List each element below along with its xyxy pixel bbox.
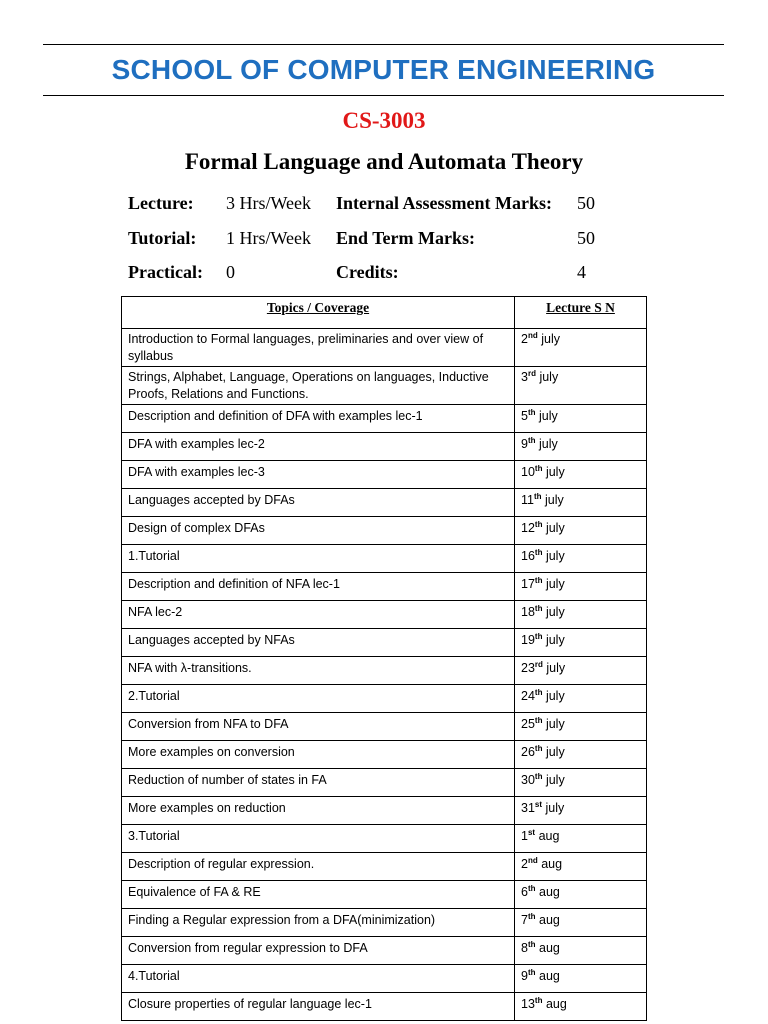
school-title: SCHOOL OF COMPUTER ENGINEERING: [111, 53, 656, 85]
date-day: 6: [521, 885, 528, 899]
date-day: 9: [521, 969, 528, 983]
topic-cell: More examples on reduction: [122, 797, 515, 825]
course-code: CS-3003: [342, 108, 426, 133]
lecture-date-cell: [515, 909, 647, 937]
date-suffix: th: [534, 576, 543, 585]
date-suffix: th: [534, 632, 543, 641]
date-suffix: th: [527, 884, 536, 893]
date-month: july: [539, 370, 559, 384]
lecture-date-cell: [515, 405, 647, 433]
topic-cell: Languages accepted by DFAs: [122, 489, 515, 517]
date-day: 13: [521, 997, 535, 1011]
table-row: [122, 573, 647, 601]
table-row: [122, 965, 647, 993]
lecture-date-cell: [515, 601, 647, 629]
date-month: july: [545, 521, 565, 535]
topic-cell: 3.Tutorial: [122, 825, 515, 853]
table-row: [122, 769, 647, 797]
date-day: 17: [521, 577, 535, 591]
schedule-table: [121, 296, 647, 1021]
date-day: 12: [521, 521, 535, 535]
date-month: july: [545, 773, 565, 787]
tutorial-label: Tutorial:: [128, 228, 197, 248]
lecture-date-cell: [515, 825, 647, 853]
date-day: 8: [521, 941, 528, 955]
date-suffix: st: [534, 800, 543, 809]
topic-cell: Description and definition of DFA with examples lec-1: [122, 405, 515, 433]
table-header-row: [122, 297, 647, 329]
date-day: 16: [521, 549, 535, 563]
date-day: 19: [521, 633, 535, 647]
lecture-date-cell: [515, 685, 647, 713]
lecture-value: 3 Hrs/Week: [226, 193, 312, 213]
topic-cell: DFA with examples lec-2: [122, 433, 515, 461]
table-row: [122, 937, 647, 965]
lecture-date-cell: [515, 433, 647, 461]
date-suffix: th: [534, 716, 543, 725]
date-day: 24: [521, 689, 535, 703]
date-suffix: th: [527, 436, 536, 445]
table-row: [122, 797, 647, 825]
date-suffix: st: [527, 828, 536, 837]
header-lecture: Lecture S N: [515, 297, 647, 329]
lecture-date-cell: [515, 629, 647, 657]
topic-cell: NFA lec-2: [122, 601, 515, 629]
lecture-date-cell: [515, 713, 647, 741]
date-month: aug: [545, 997, 567, 1011]
lecture-date-cell: [515, 517, 647, 545]
date-suffix: th: [527, 968, 536, 977]
date-day: 9: [521, 437, 528, 451]
end-term-marks-label: End Term Marks:: [336, 228, 476, 248]
topic-cell: Languages accepted by NFAs: [122, 629, 515, 657]
lecture-date-cell: [515, 965, 647, 993]
end-term-marks-value: 50: [577, 228, 595, 248]
lecture-date-cell: [515, 797, 647, 825]
lecture-date-cell: [515, 741, 647, 769]
date-month: july: [545, 745, 565, 759]
table-row: [122, 825, 647, 853]
topic-cell: Description and definition of NFA lec-1: [122, 573, 515, 601]
table-row: [122, 993, 647, 1021]
date-day: 26: [521, 745, 535, 759]
date-suffix: th: [534, 772, 543, 781]
internal-marks-label: Internal Assessment Marks:: [336, 193, 552, 213]
table-row: [122, 629, 647, 657]
date-suffix: th: [534, 604, 543, 613]
date-suffix: rd: [527, 369, 536, 378]
date-month: aug: [539, 941, 560, 955]
date-day: 30: [521, 773, 535, 787]
topic-cell: Strings, Alphabet, Language, Operations on languages, Inductive Proofs, Relations and Functions.: [122, 367, 515, 405]
topic-cell: Design of complex DFAs: [122, 517, 515, 545]
table-row: [122, 545, 647, 573]
date-month: july: [545, 577, 565, 591]
date-suffix: rd: [534, 660, 543, 669]
date-day: 25: [521, 717, 535, 731]
date-suffix: th: [534, 744, 543, 753]
topic-cell: Conversion from NFA to DFA: [122, 713, 515, 741]
table-row: [122, 461, 647, 489]
table-row: [122, 881, 647, 909]
date-month: july: [546, 661, 566, 675]
date-suffix: nd: [527, 856, 538, 865]
date-month: aug: [539, 913, 560, 927]
date-suffix: th: [527, 940, 536, 949]
topic-cell: Introduction to Formal languages, preliminaries and over view of syllabus: [122, 329, 515, 367]
date-suffix: th: [534, 520, 543, 529]
date-suffix: th: [534, 688, 543, 697]
table-row: [122, 329, 647, 367]
date-day: 10: [521, 465, 535, 479]
date-suffix: nd: [527, 331, 538, 340]
lecture-date-cell: [515, 545, 647, 573]
date-month: aug: [539, 969, 560, 983]
date-month: aug: [538, 829, 560, 843]
date-month: july: [545, 717, 565, 731]
topic-cell: Description of regular expression.: [122, 853, 515, 881]
practical-value: 0: [226, 262, 235, 282]
lecture-date-cell: [515, 657, 647, 685]
lecture-date-cell: [515, 573, 647, 601]
topic-cell: NFA with λ-transitions.: [122, 657, 515, 685]
table-row: [122, 517, 647, 545]
date-day: 5: [521, 409, 528, 423]
date-day: 31: [521, 801, 535, 815]
date-month: july: [545, 549, 565, 563]
topic-cell: Equivalence of FA & RE: [122, 881, 515, 909]
lecture-date-cell: [515, 881, 647, 909]
table-row: [122, 657, 647, 685]
date-suffix: th: [534, 996, 543, 1005]
lecture-date-cell: [515, 329, 647, 367]
lecture-date-cell: [515, 461, 647, 489]
date-month: july: [545, 633, 565, 647]
table-row: [122, 713, 647, 741]
lecture-date-cell: [515, 993, 647, 1021]
table-row: [122, 367, 647, 405]
table-row: [122, 489, 647, 517]
date-month: july: [545, 605, 565, 619]
course-title: Formal Language and Automata Theory: [184, 149, 584, 174]
date-month: july: [541, 332, 560, 346]
table-row: [122, 853, 647, 881]
date-month: aug: [539, 885, 560, 899]
date-month: july: [545, 465, 565, 479]
topic-cell: 2.Tutorial: [122, 685, 515, 713]
date-month: july: [539, 409, 558, 423]
lecture-date-cell: [515, 937, 647, 965]
date-day: 11: [521, 493, 534, 507]
table-row: [122, 685, 647, 713]
date-month: july: [545, 801, 565, 815]
date-month: july: [545, 493, 564, 507]
date-day: 2: [521, 857, 528, 871]
date-day: 1: [521, 829, 528, 843]
table-row: [122, 433, 647, 461]
topic-cell: Finding a Regular expression from a DFA(minimization): [122, 909, 515, 937]
lecture-date-cell: [515, 489, 647, 517]
date-day: 23: [521, 661, 535, 675]
date-month: july: [539, 437, 558, 451]
date-suffix: th: [527, 912, 536, 921]
table-row: [122, 741, 647, 769]
lecture-label: Lecture:: [128, 193, 194, 213]
table-row: [122, 601, 647, 629]
date-suffix: th: [534, 464, 543, 473]
date-month: july: [545, 689, 565, 703]
course-info: [0, 0, 768, 290]
lecture-date-cell: [515, 769, 647, 797]
lecture-date-cell: [515, 367, 647, 405]
topic-cell: More examples on conversion: [122, 741, 515, 769]
topic-cell: 1.Tutorial: [122, 545, 515, 573]
topic-cell: DFA with examples lec-3: [122, 461, 515, 489]
date-suffix: th: [533, 492, 542, 501]
tutorial-value: 1 Hrs/Week: [226, 228, 312, 248]
topic-cell: 4.Tutorial: [122, 965, 515, 993]
date-suffix: th: [527, 408, 536, 417]
schedule-body: [122, 329, 647, 1021]
header-topics: Topics / Coverage: [122, 297, 515, 329]
date-day: 7: [521, 913, 528, 927]
date-day: 18: [521, 605, 535, 619]
practical-label: Practical:: [128, 262, 203, 282]
date-suffix: th: [534, 548, 543, 557]
table-row: [122, 405, 647, 433]
date-month: aug: [541, 857, 563, 871]
lecture-date-cell: [515, 853, 647, 881]
topic-cell: Conversion from regular expression to DFA: [122, 937, 515, 965]
internal-marks-value: 50: [577, 193, 595, 213]
topic-cell: Closure properties of regular language lec-1: [122, 993, 515, 1021]
date-day: 3: [521, 370, 528, 384]
date-day: 2: [521, 332, 528, 346]
topic-cell: Reduction of number of states in FA: [122, 769, 515, 797]
credits-value: 4: [577, 262, 586, 282]
table-row: [122, 909, 647, 937]
credits-label: Credits:: [336, 262, 399, 282]
